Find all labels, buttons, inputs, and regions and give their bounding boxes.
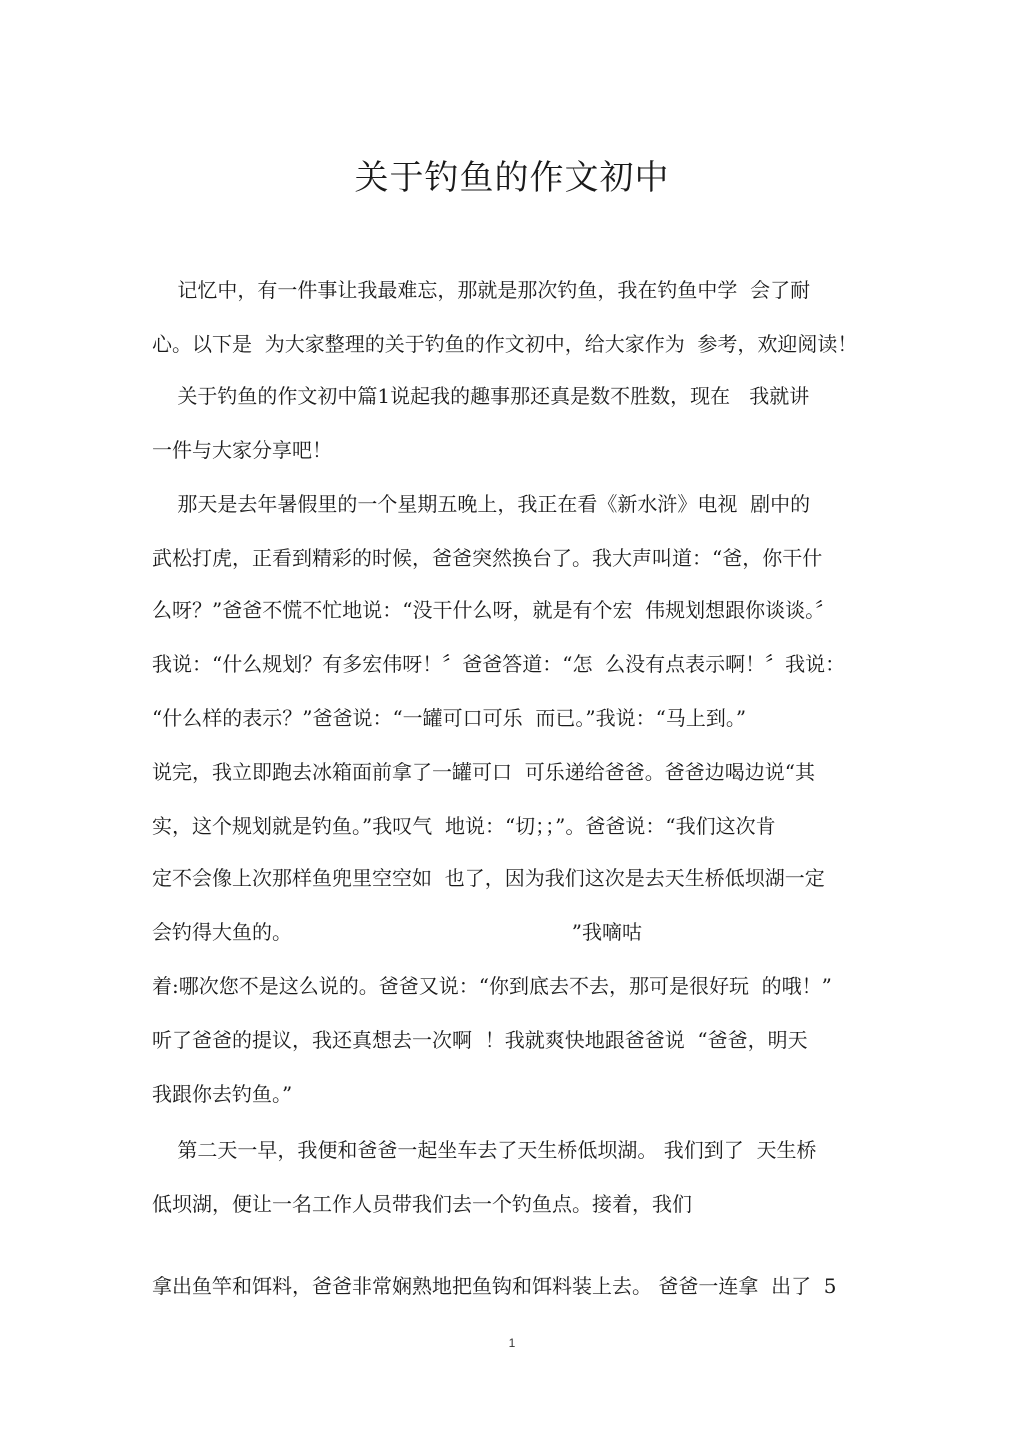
text-line: 第二天一早，我便和爸爸一起坐车去了天生桥低坝湖。 我们到了 天生桥 [152, 1138, 817, 1162]
text-line: 我说：“什么规划？有多宏伟呀！〞爸爸答道：“怎 么没有点表示啊！〞我说： [152, 652, 846, 676]
text-line: 拿出鱼竿和饵料，爸爸非常娴熟地把鱼钩和饵料装上去。 爸爸一连拿 出了 5 [152, 1274, 837, 1298]
document-title: 关于钓鱼的作文初中 [354, 158, 670, 198]
text-line: 么呀？”爸爸不慌不忙地说：“没干什么呀，就是有个宏 伟规划想跟你谈谈。〞 [152, 598, 836, 622]
text-line: 关于钓鱼的作文初中篇1说起我的趣事那还真是数不胜数，现在 我就讲 [152, 384, 810, 408]
text-line: 心。以下是 为大家整理的关于钓鱼的作文初中，给大家作为 参考，欢迎阅读！ [152, 332, 858, 356]
text-line: 武松打虎，正看到精彩的时候，爸爸突然换台了。我大声叫道：“爸，你干什 [152, 546, 823, 570]
page-number: 1 [508, 1336, 516, 1350]
text-line: 低坝湖，便让一名工作人员带我们去一个钓鱼点。接着，我们 [152, 1192, 692, 1216]
text-line: 实，这个规划就是钓鱼。”我叹气 地说：“切；；”。爸爸说：“我们这次肯 [152, 814, 776, 838]
text-line: 那天是去年暑假里的一个星期五晚上，我正在看《新水浒》电视 剧中的 [152, 492, 811, 516]
text-line: 一件与大家分享吧！ [152, 438, 332, 462]
text-line: 会钓得大鱼的。 ”我嘀咕 [152, 920, 642, 944]
text-line: 定不会像上次那样鱼兜里空空如 也了，因为我们这次是去天生桥低坝湖一定 [152, 866, 825, 890]
text-line: 说完，我立即跑去冰箱面前拿了一罐可口 可乐递给爸爸。爸爸边喝边说“其 [152, 760, 815, 784]
text-line: 着:哪次您不是这么说的。爸爸又说：“你到底去不去，那可是很好玩 的哦！” [152, 974, 832, 998]
text-line: “什么样的表示？”爸爸说：“一罐可口可乐 而已。”我说：“马上到。” [152, 706, 747, 730]
text-line: 记忆中，有一件事让我最难忘，那就是那次钓鱼，我在钓鱼中学 会了耐 [152, 278, 811, 302]
text-line: 听了爸爸的提议，我还真想去一次啊 ！我就爽快地跟爸爸说 “爸爸，明天 [152, 1028, 808, 1052]
text-line: 我跟你去钓鱼。” [152, 1082, 293, 1106]
